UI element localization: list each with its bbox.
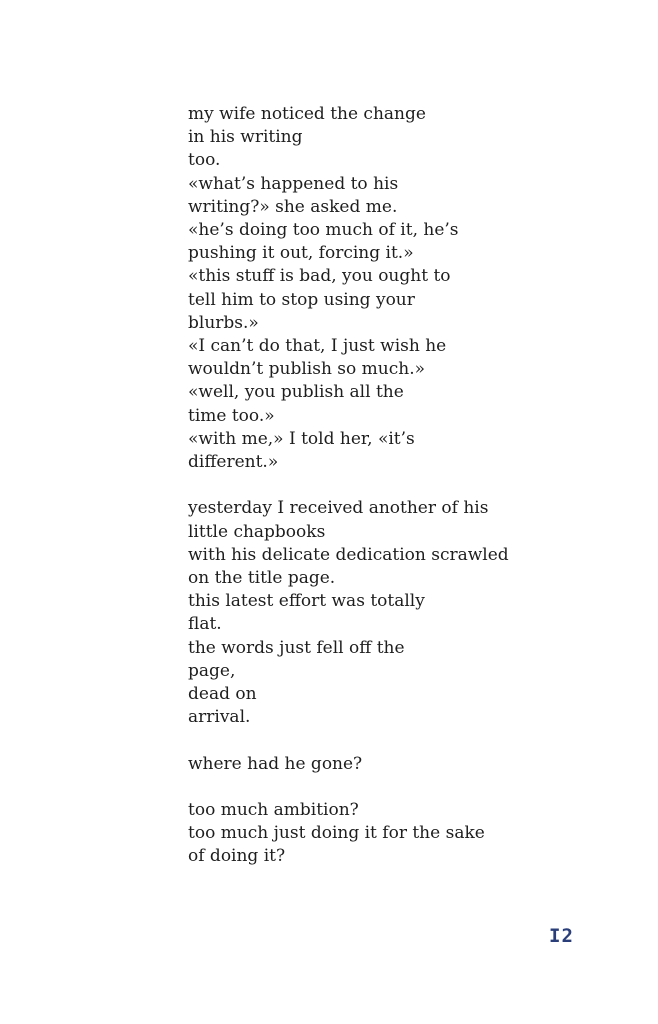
poem-line: «this stuff is bad, you ought to [188,266,451,287]
poem-line: pushing it out, forcing it.» [188,243,414,264]
poem-line: writing?» she asked me. [188,196,398,217]
poem-line: where had he gone? [188,753,363,774]
poem-line: «what’s happened to his [188,173,399,194]
poem-line: arrival. [188,707,251,728]
poem-line: yesterday I received another of his [188,498,489,519]
poem-line: tell him to stop using your [188,289,415,310]
stanza-1 [188,103,628,474]
poem-line: too. [188,150,221,171]
poem-line: «well, you publish all the [188,382,404,403]
poem-line: this latest effort was totally [188,591,425,612]
poem-body [188,103,628,892]
poem-line: «I can’t do that, I just wish he [188,336,447,357]
poem-line: of doing it? [188,846,286,867]
stanza-4 [188,799,628,869]
poem-line: in his writing [188,127,303,148]
poem-line: too much ambition? [188,800,359,821]
stanza-3 [188,753,628,776]
poem-line: blurbs.» [188,312,259,333]
stanza-2 [188,497,628,729]
poem-line: «he’s doing too much of it, he’s [188,220,459,241]
poem-line: different.» [188,452,279,473]
poem-line: time too.» [188,405,275,426]
poem-line: wouldn’t publish so much.» [188,359,426,380]
poem-line: «with me,» I told her, «it’s [188,428,415,449]
poem-line: with his delicate dedication scrawled [188,544,509,565]
poem-line: on the title page. [188,568,336,589]
poem-line: dead on [188,684,257,705]
poem-line: flat. [188,614,222,635]
poem-line: little chapbooks [188,521,326,542]
poem-line: my wife noticed the change [188,104,426,124]
poem-line: the words just fell off the [188,637,405,658]
page-number: I2 [549,925,574,947]
poem-line: too much just doing it for the sake [188,823,485,844]
poem-line: page, [188,660,236,681]
